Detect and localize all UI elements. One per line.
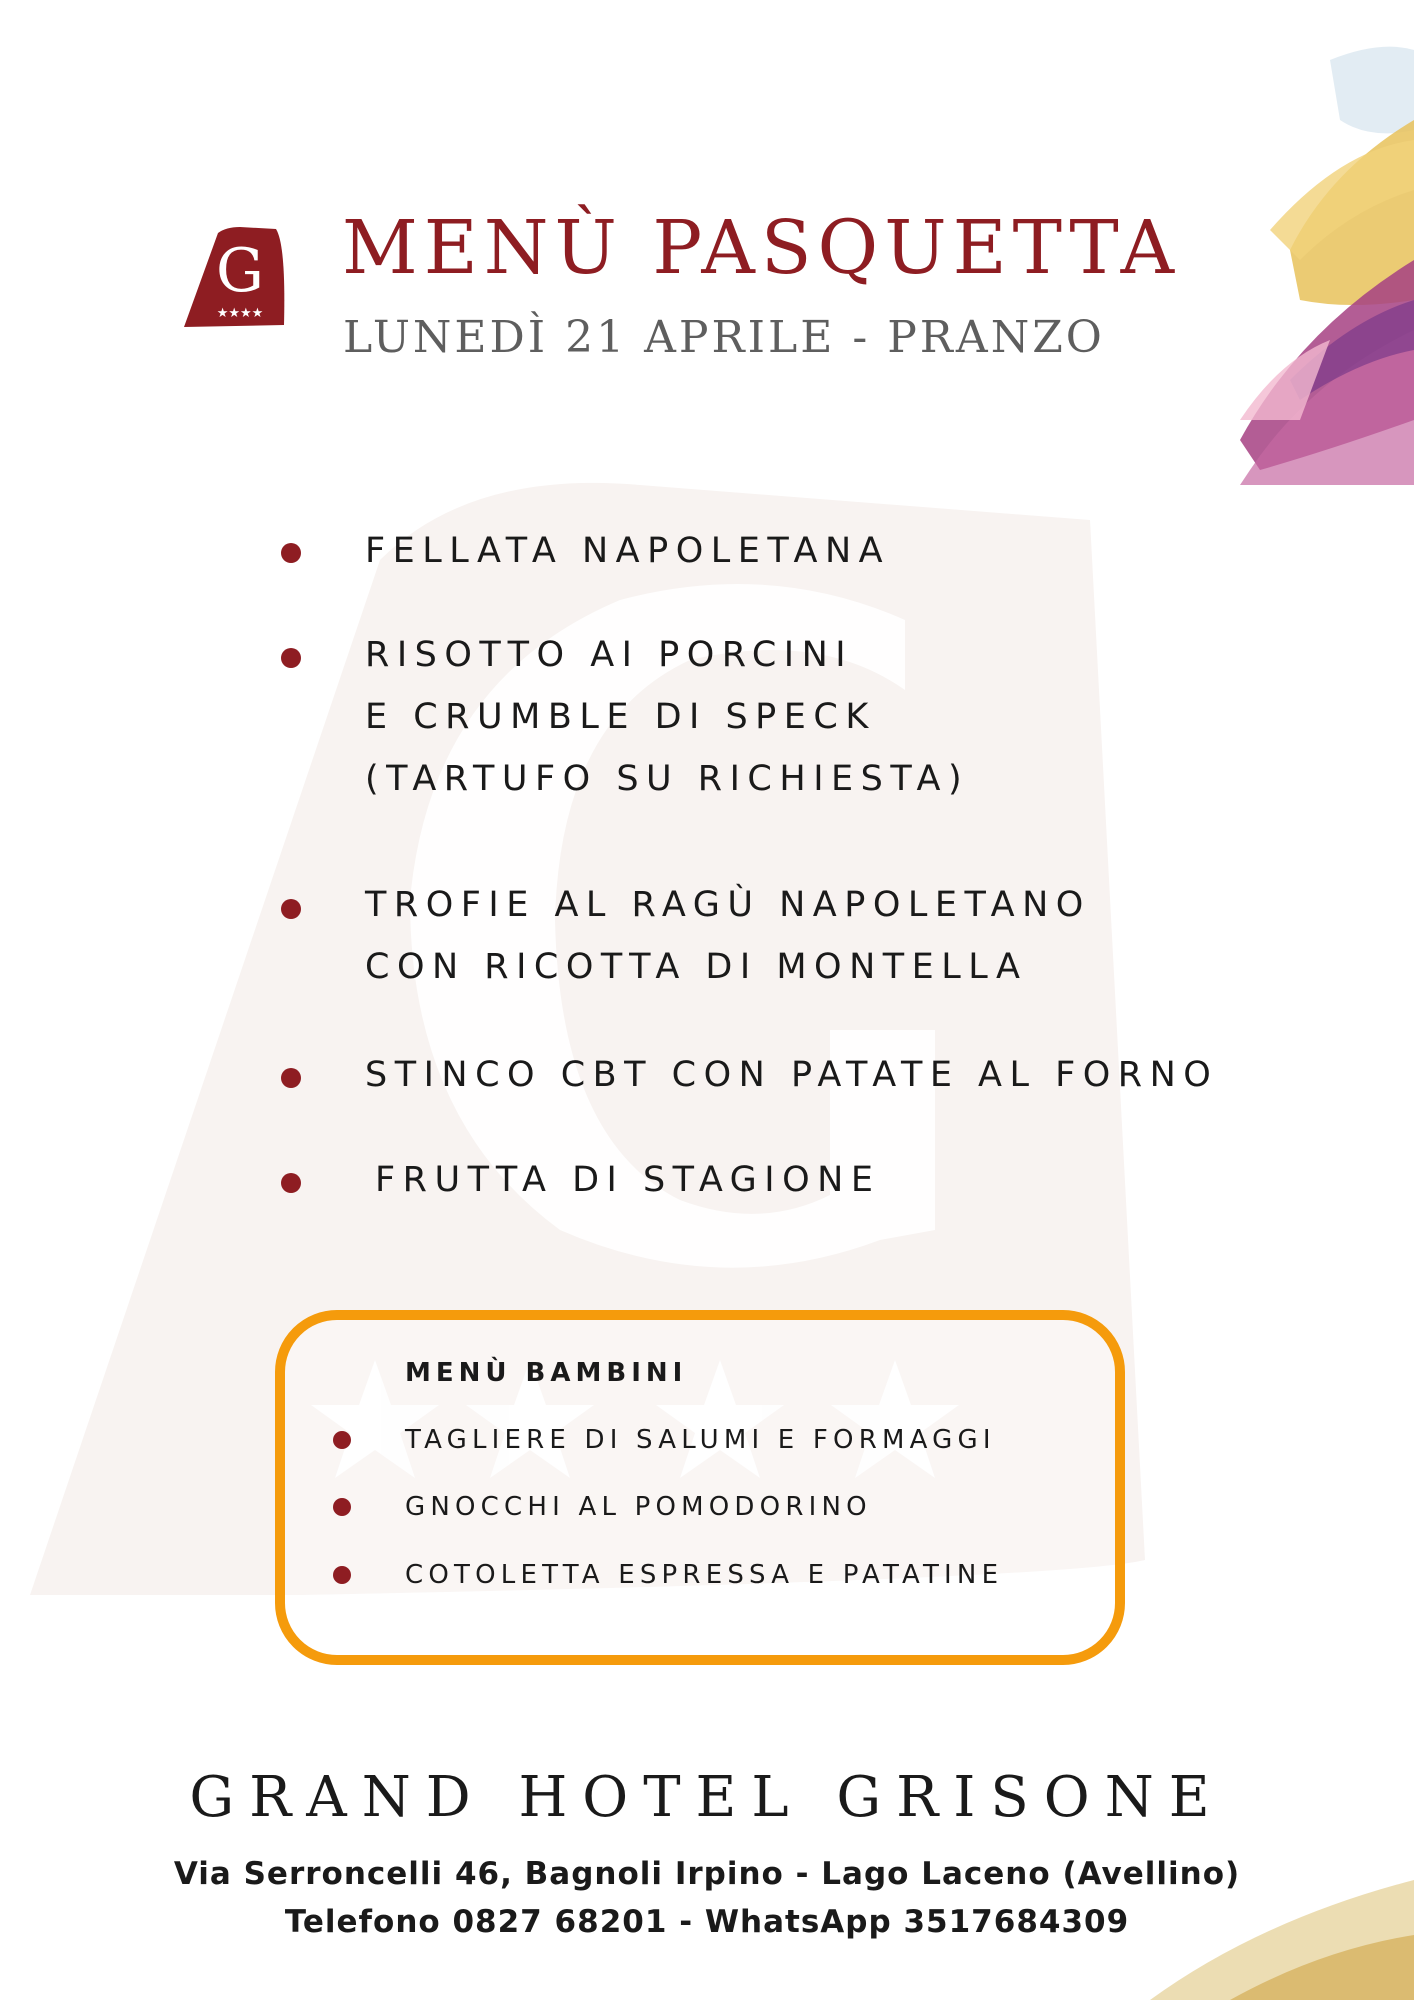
bullet-dot-icon (281, 543, 301, 563)
paint-stroke-decoration-bottom (1150, 1880, 1414, 2000)
kids-menu-heading: MENÙ BAMBINI (405, 1358, 688, 1388)
menu-item: FRUTTA DI STAGIONE (375, 1160, 881, 1200)
kids-menu-item: COTOLETTA ESPRESSA E PATATINE (405, 1560, 1004, 1590)
kids-menu-item: GNOCCHI AL POMODORINO (405, 1492, 872, 1522)
hotel-address: Via Serroncelli 46, Bagnoli Irpino - Lago Laceno (Avellino) (173, 1856, 1241, 1892)
bullet-dot-icon (281, 648, 301, 668)
bullet-dot-icon (333, 1566, 351, 1584)
page-subtitle: LUNEDÌ 21 APRILE - PRANZO (343, 312, 1105, 363)
hotel-contacts: Telefono 0827 68201 - WhatsApp 3517684309 (284, 1904, 1130, 1940)
bullet-dot-icon (333, 1498, 351, 1516)
logo-letter: G (216, 236, 264, 306)
logo-stars: ★★★★ (216, 306, 264, 321)
bullet-dot-icon (281, 899, 301, 919)
menu-item: RISOTTO AI PORCINI E CRUMBLE DI SPECK (TARTUFO SU RICHIESTA) (365, 635, 970, 799)
paint-stroke-decoration (1240, 47, 1414, 485)
hotel-name: GRAND HOTEL GRISONE (189, 1765, 1225, 1830)
hotel-logo-icon (180, 225, 288, 330)
kids-menu-item: TAGLIERE DI SALUMI E FORMAGGI (405, 1425, 996, 1455)
menu-item: TROFIE AL RAGÙ NAPOLETANO CON RICOTTA DI MONTELLA (365, 885, 1091, 987)
menu-item: STINCO CBT CON PATATE AL FORNO (365, 1055, 1219, 1095)
menu-item: FELLATA NAPOLETANA (365, 531, 891, 571)
bullet-dot-icon (333, 1431, 351, 1449)
bullet-dot-icon (281, 1173, 301, 1193)
page-title: MENÙ PASQUETTA (342, 205, 1181, 291)
bullet-dot-icon (281, 1068, 301, 1088)
kids-menu-box (275, 1310, 1125, 1665)
